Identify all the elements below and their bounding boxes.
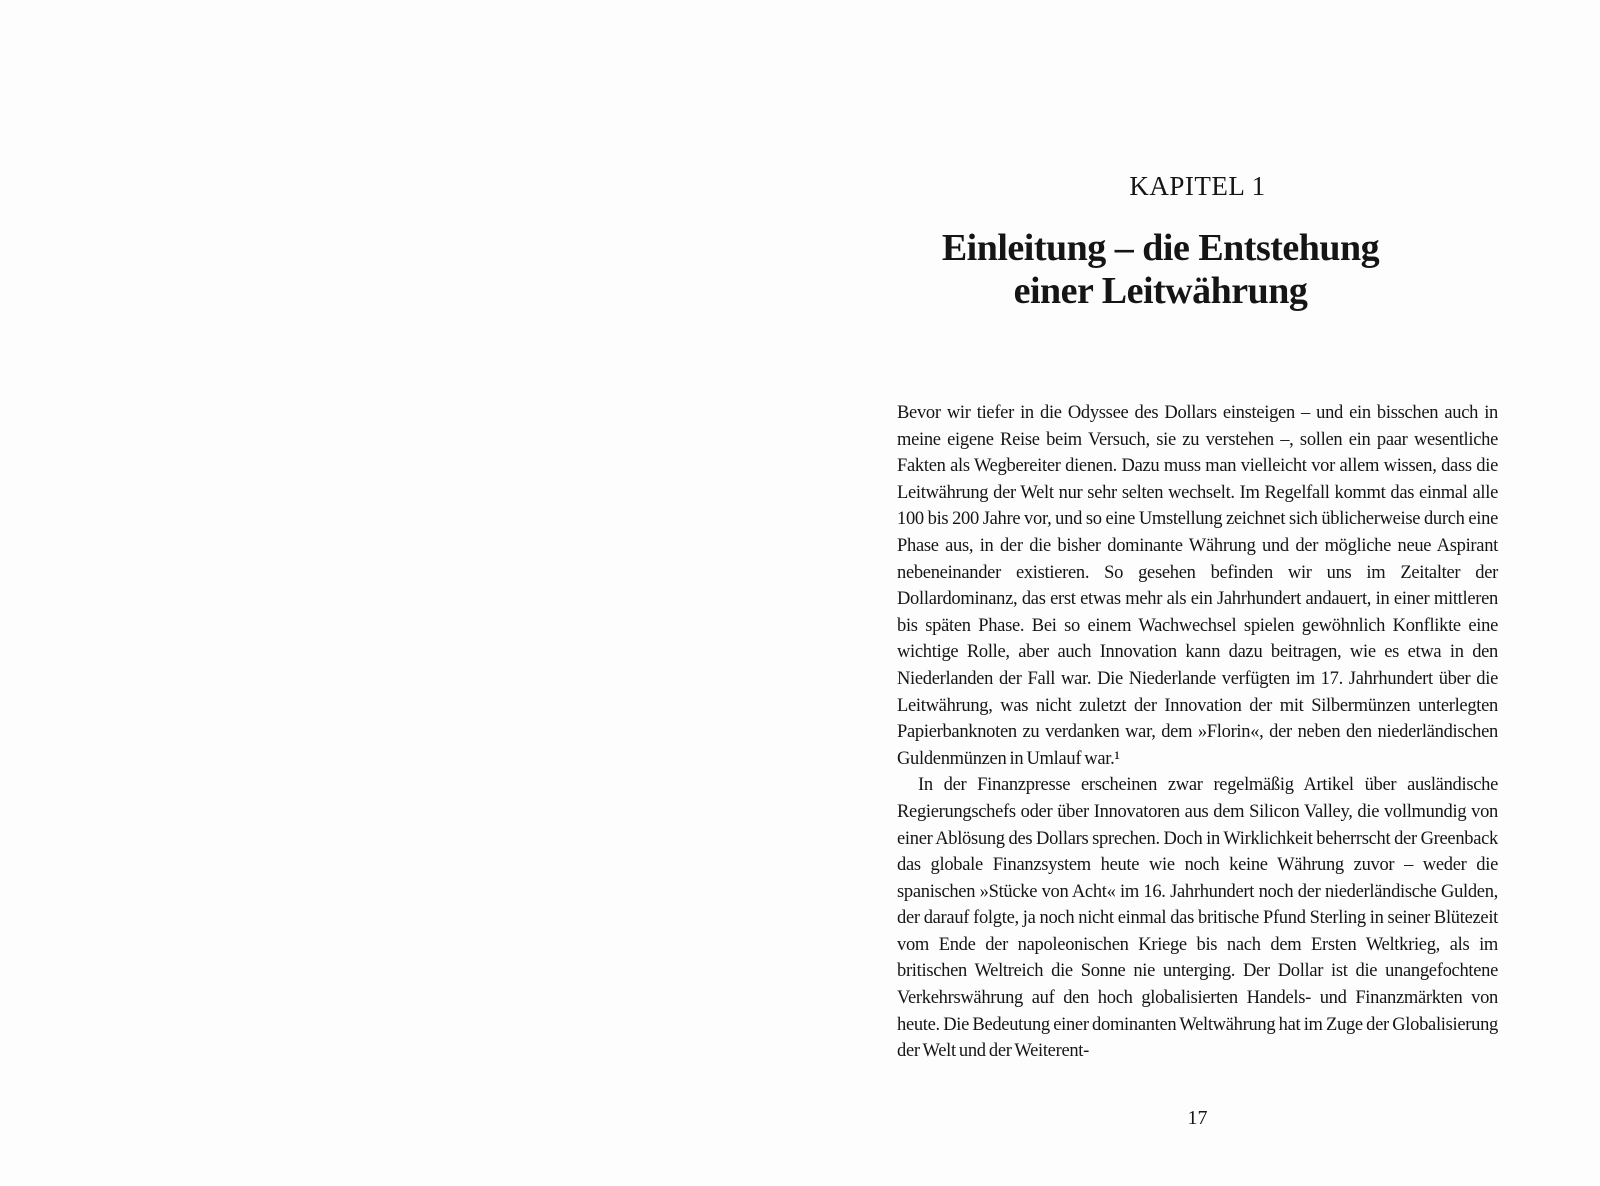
body-text: [897, 400, 1498, 1065]
chapter-title-line-1: Einleitung – die Entstehung: [941, 227, 1380, 269]
chapter-title-line-2: einer Leitwährung: [1013, 270, 1308, 312]
chapter-title: [860, 227, 1461, 313]
chapter-label: KAPITEL 1: [1129, 171, 1266, 201]
page-number: 17: [1187, 1107, 1208, 1129]
body-paragraph-2: In der Finanzpresse erscheinen zwar regelmäßig Artikel über ausländische Regierungschefs oder über Innovatoren aus dem Silicon Valley, die vollmundig von einer Ablösung des Dollars sprechen. Doch in Wirklichkeit beherrscht der Greenback das globale Finanzsystem heute wie noch keine Währung zuvor – weder die spanischen »Stücke von Acht« im 16. Jahrhundert noch der niederländische Gulden, der darauf folgte, ja noch nicht einmal das britische Pfund Sterling in seiner Blütezeit vom Ende der napoleonischen Kriege bis nach dem Ersten Weltkrieg, als im britischen Weltreich die Sonne nie unterging. Der Dollar ist die unangefochtene Verkehrswährung auf den hoch globalisierten Handels- und Finanzmärkten von heute. Die Bedeutung einer dominanten Weltwährung hat im Zuge der Globalisierung der Welt und der Weiterent-: [897, 775, 1498, 1062]
body-paragraph-1: Bevor wir tiefer in die Odyssee des Dollars einsteigen – und ein bisschen auch in meine eigene Reise beim Versuch, sie zu verstehen –, sollen ein paar wesentliche Fakten als Wegbereiter dienen. Dazu muss man vielleicht vor allem wissen, dass die Leitwährung der Welt nur sehr selten wechselt. Im Regelfall kommt das einmal alle 100 bis 200 Jahre vor, und so eine Umstellung zeichnet sich üblicherweise durch eine Phase aus, in der die bisher dominante Währung und der mögliche neue Aspirant nebeneinander existieren. So gesehen befinden wir uns im Zeitalter der Dollardominanz, das erst etwas mehr als ein Jahrhundert andauert, in einer mittleren bis späten Phase. Bei so einem Wachwechsel spielen gewöhnlich Konflikte eine wichtige Rolle, aber auch Innovation kann dazu beitragen, wie es etwa in den Niederlanden der Fall war. Die Niederlande verfügten im 17. Jahrhundert über die Leitwährung, was nicht zuletzt der Innovation der mit Silbermünzen unterlegten Papierbanknoten zu verdanken war, dem »Florin«, der neben den niederländischen Guldenmünzen in Umlauf war.¹: [897, 403, 1498, 769]
text-column: [897, 0, 1498, 1186]
